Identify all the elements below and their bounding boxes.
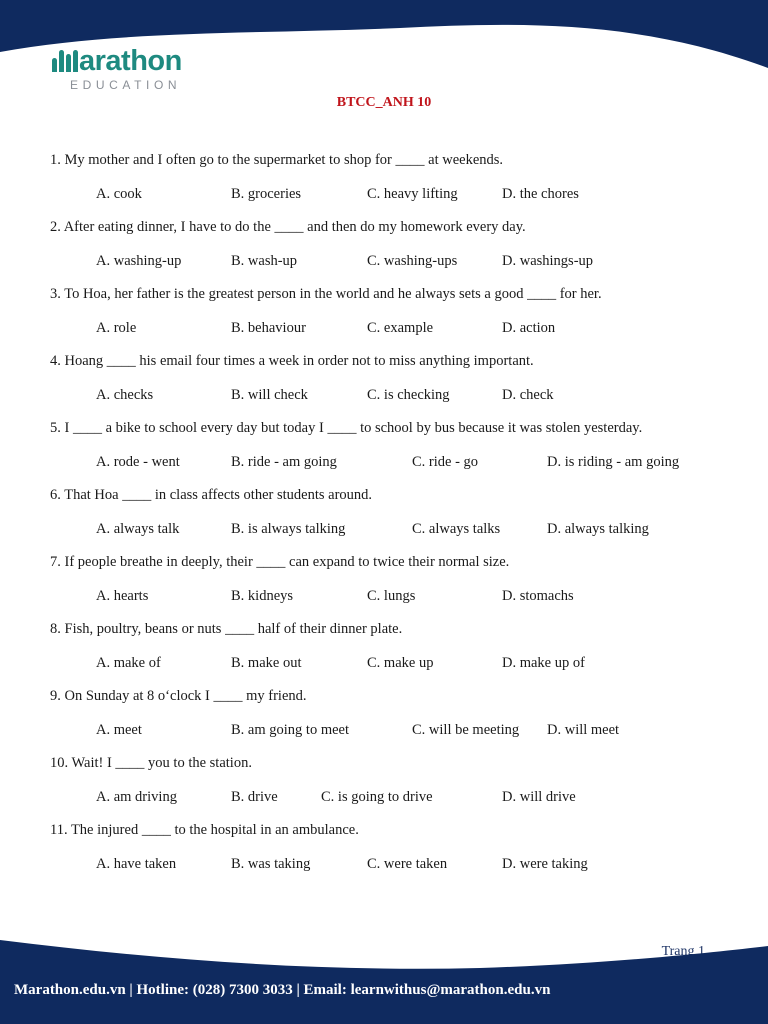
option-c: C. heavy lifting xyxy=(367,186,458,202)
option-b: B. is always talking xyxy=(231,521,346,537)
answer-options xyxy=(50,186,740,206)
option-c: C. lungs xyxy=(367,588,416,604)
option-b: B. ride - am going xyxy=(231,454,337,470)
option-a: A. have taken xyxy=(96,856,177,872)
option-d: D. check xyxy=(502,387,554,403)
option-b: B. am going to meet xyxy=(231,722,349,738)
option-a: A. rode - went xyxy=(96,454,180,470)
option-c: C. make up xyxy=(367,655,434,671)
option-a: A. hearts xyxy=(96,588,149,604)
answer-options xyxy=(50,253,740,273)
option-a: A. checks xyxy=(96,387,154,403)
marathon-logo xyxy=(52,46,182,92)
option-d: D. is riding - am going xyxy=(547,454,680,470)
question-2 xyxy=(50,219,740,286)
footer-wave xyxy=(0,930,768,1024)
option-d: D. always talking xyxy=(547,521,649,537)
option-b: B. kidneys xyxy=(231,588,294,604)
option-b: B. will check xyxy=(231,387,308,403)
answer-options xyxy=(50,789,740,809)
answer-options xyxy=(50,655,740,675)
question-4 xyxy=(50,353,740,420)
option-a: A. meet xyxy=(96,722,142,738)
logo-word: arathon xyxy=(79,45,182,77)
question-7 xyxy=(50,554,740,621)
option-d: D. stomachs xyxy=(502,588,574,604)
document-title: BTCC_ANH 10 xyxy=(336,95,432,110)
answer-options xyxy=(50,722,740,742)
question-5 xyxy=(50,420,740,487)
option-c: C. were taken xyxy=(367,856,448,872)
option-a: A. make of xyxy=(96,655,161,671)
answer-options xyxy=(50,856,740,876)
option-d: D. action xyxy=(502,320,556,336)
option-d: D. were taking xyxy=(502,856,588,872)
option-d: D. the chores xyxy=(502,186,579,202)
option-a: A. am driving xyxy=(96,789,177,805)
option-c: C. example xyxy=(367,320,434,336)
question-list xyxy=(50,152,740,889)
option-d: D. washings-up xyxy=(502,253,594,269)
question-3 xyxy=(50,286,740,353)
question-text: 11. The injured ____ to the hospital in an ambulance. xyxy=(50,822,359,838)
question-9 xyxy=(50,688,740,755)
logo-m-mark xyxy=(52,50,78,72)
option-c: C. washing-ups xyxy=(367,253,458,269)
option-d: D. will meet xyxy=(547,722,620,738)
option-b: B. was taking xyxy=(231,856,311,872)
option-a: A. cook xyxy=(96,186,142,202)
page-number: Trang 1 xyxy=(661,944,705,959)
question-text: 4. Hoang ____ his email four times a week in order not to miss anything important. xyxy=(50,353,534,369)
option-a: A. washing-up xyxy=(96,253,182,269)
question-text: 6. That Hoa ____ in class affects other students around. xyxy=(50,487,373,503)
question-text: 10. Wait! I ____ you to the station. xyxy=(50,755,252,771)
question-10 xyxy=(50,755,740,822)
question-text: 1. My mother and I often go to the supermarket to shop for ____ at weekends. xyxy=(50,152,504,168)
question-text: 5. I ____ a bike to school every day but today I ____ to school by bus because it was stolen yesterday. xyxy=(50,420,643,436)
option-b: B. groceries xyxy=(231,186,302,202)
option-b: B. drive xyxy=(231,789,278,805)
question-text: 7. If people breathe in deeply, their ____ can expand to twice their normal size. xyxy=(50,554,510,570)
option-c: C. always talks xyxy=(412,521,501,537)
question-1 xyxy=(50,152,740,219)
answer-options xyxy=(50,454,740,474)
option-b: B. wash-up xyxy=(231,253,298,269)
option-b: B. make out xyxy=(231,655,302,671)
answer-options xyxy=(50,320,740,340)
option-a: A. always talk xyxy=(96,521,180,537)
question-11 xyxy=(50,822,740,889)
question-8 xyxy=(50,621,740,688)
option-c: C. is checking xyxy=(367,387,450,403)
option-b: B. behaviour xyxy=(231,320,306,336)
option-c: C. ride - go xyxy=(412,454,479,470)
option-c: C. is going to drive xyxy=(321,789,433,805)
question-text: 8. Fish, poultry, beans or nuts ____ half of their dinner plate. xyxy=(50,621,403,637)
footer-contact: Marathon.edu.vn | Hotline: (028) 7300 3033 | Email: learnwithus@marathon.edu.vn xyxy=(14,982,551,998)
question-text: 3. To Hoa, her father is the greatest person in the world and he always sets a good ____ for her. xyxy=(50,286,602,302)
answer-options xyxy=(50,387,740,407)
answer-options xyxy=(50,588,740,608)
question-text: 9. On Sunday at 8 o‘clock I ____ my friend. xyxy=(50,688,307,704)
question-text: 2. After eating dinner, I have to do the ____ and then do my homework every day. xyxy=(50,219,526,235)
option-c: C. will be meeting xyxy=(412,722,520,738)
option-d: D. will drive xyxy=(502,789,576,805)
option-d: D. make up of xyxy=(502,655,585,671)
logo-subtitle: EDUCATION xyxy=(70,78,182,92)
question-6 xyxy=(50,487,740,554)
answer-options xyxy=(50,521,740,541)
option-a: A. role xyxy=(96,320,137,336)
